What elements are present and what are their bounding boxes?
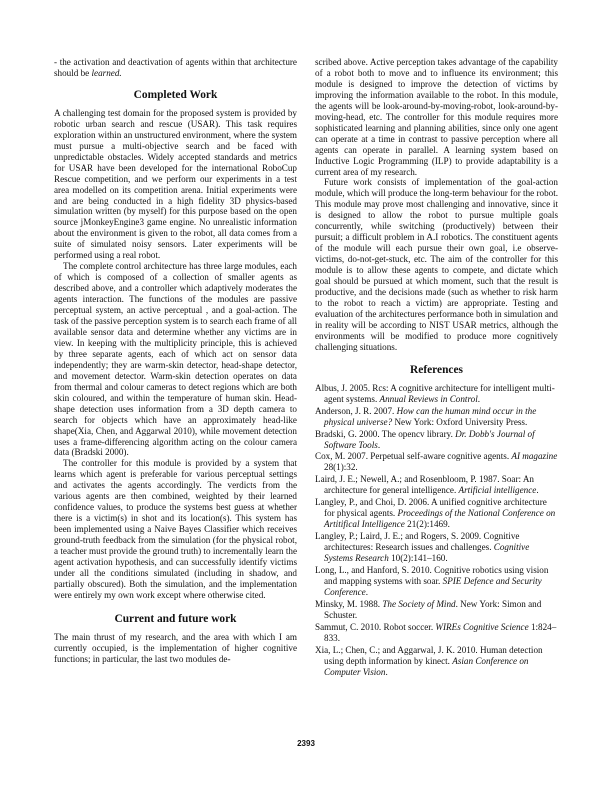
future-work-paragraph-1: The main thrust of my research, and the area with which I am currently occupied, is the implementation of higher cognitive functions; in particular, the last two modules de- <box>54 631 297 664</box>
references-list <box>315 383 558 678</box>
reference-entry: Xia, L.; Chen, C.; and Aggarwal, J. K. 2010. Human detection using depth information by kinect. Asian Conference on Computer Vision. <box>315 644 543 677</box>
completed-work-paragraph-3: The controller for this module is provided by a system that learns which agent is preferable for various perceptual settings and activates the agents accordingly. The verdicts from the various agents are then combined, weighted by their learned confidence values, to produce the systems best guess at whether there is a victim(s) in shot and its location(s). This system has been implemented using a Naive Bayes Classifier which receives ground-truth feedback from the simulation (for the physical robot, a teacher must provide the ground truth) to incrementally learn the agent activation hypothesis, and can successfully identify victims under all the conditions simulated (including in shadow, and partially obscured). Both the simulation, and the implementation were entirely my own work except where otherwise cited. <box>54 458 297 600</box>
reference-entry: Albus, J. 2005. Rcs: A cognitive architecture for intelligent multi-agent systems. Annual Reviews in Control. <box>315 382 555 404</box>
reference-entry: Long, L., and Hanford, S. 2010. Cognitive robotics using vision and mapping systems with soar. SPIE Defence and Security Conference. <box>315 564 549 597</box>
references-heading: References <box>410 363 463 376</box>
future-work-heading: Current and future work <box>114 612 237 625</box>
intro-paragraph <box>54 57 297 79</box>
future-work-paragraph-1-continued: scribed above. Active perception takes advantage of the capability of a robot both to move and to influence its environment; this module is designed to improve the detection of victims by improving the information available to the robot. In this module, the agents will be look-around-by-moving-robot, look-around-by-moving-head, etc. The controller for this module requires more sophisticated learning and planning abilities, since only one agent can operate at a time in contrast to passive perception where all agents can operate in parallel. A learning system based on Inductive Logic Programming (ILP) to provide adaptability is a current area of my research. <box>315 57 558 177</box>
reference-entry: Minsky, M. 1988. The Society of Mind. New York: Simon and Schuster. <box>315 598 542 620</box>
page-number: 2393 <box>297 739 315 748</box>
reference-entry: Langley, P.; Laird, J. E.; and Rogers, S. 2009. Cognitive architectures: Research issues and challenges. Cognitive Systems Research 10(2):141–160. <box>315 531 530 564</box>
reference-entry: Laird, J. E.; Newell, A.; and Rosenbloom, P. 1987. Soar: An architecture for general intelligence. Artificial intelligence. <box>315 474 539 496</box>
future-work-paragraph-2: Future work consists of implementation of the goal-action module, which will produce the long-term behaviour for the robot. This module may prove most challenging and innovative, since it is designed to allow the robot to pursue multiple goals concurrently, while switching (productively) between their pursuit; a difficult problem in A.I robotics. The constituent agents of the module will each pursue their own goal, i.e observe-victims, do-not-get-stuck, etc. The aim of the controller for this module is to allow these agents to compete, and dictate which goal should be pursued at which moment, such that the result is productive, and the decisions made (such as whether to risk harm to the robot to reach a victim) are appropriate. Testing and evaluation of the architectures performance both in simulation and in reality will be according to NIST USAR metrics, although the environments will be modified to produce more cognitively challenging situations. <box>315 177 559 352</box>
intro-emphasis: learned. <box>91 67 122 78</box>
completed-work-paragraph-1: A challenging test domain for the proposed system is provided by robotic urban search and rescue (USAR). This task requires exploration within an unstructured environment, where the system must pursue a multi-objective search and be faced with unpredictable obstacles. Widely accepted standards and metrics for USAR have been developed for the international RoboCup Rescue competition, and we perform our experiments in a test area modelled on its competition arena. Initial experiments were and are being conducted in a high fidelity 3D physics-based simulation written (by myself) for this purpose based on the open source jMonkeyEngine3 game engine. No unrealistic information about the environment is given to the robot, all data comes from a suite of simulated noisy sensors. Later experiments will be performed using a real robot. <box>54 107 297 261</box>
completed-work-paragraph-2: The complete control architecture has three large modules, each of which is composed of a collection of smaller agents as described above, and a controller which adaptively moderates the agents interaction. The functions of the modules are passive perceptual system, an active perceptual , and a goal-action. The task of the passive perception system is to search each frame of all available sensor data and determine whether any victims are in view. In keeping with the multiplicity principle, this is achieved by three separate agents, each of which act on sensor data independently; they are warm-skin detector, head-shape detector, and movement detector. Warm-skin detection operates on data from thermal and colour cameras to detect regions which are both skin coloured, and within the temperature of human skin. Head-shape detection uses information from a 3D depth camera to search for objects which have an approximately head-like shape(Xia, Chen, and Aggarwal 2010), while movement detection uses a frame-differencing algorithm acting on the colour camera data (Bradski 2000). <box>54 261 297 458</box>
intro-text: - the activation and deactivation of agents within that architecture should be <box>54 57 297 78</box>
reference-entry: Sammut, C. 2010. Robot soccer. WIREs Cognitive Science 1:824–833. <box>315 621 557 643</box>
reference-entry: Langley, P., and Choi, D. 2006. A unified cognitive architecture for physical agents. Proceedings of the National Conference on Artitifical Intelligence 21(2):1469. <box>315 497 556 530</box>
right-column <box>315 57 558 679</box>
left-column <box>54 57 297 665</box>
reference-entry: Cox, M. 2007. Perpetual self-aware cognitive agents. AI magazine 28(1):32. <box>315 451 558 473</box>
reference-entry: Bradski, G. 2000. The opencv library. Dr. Dobb's Journal of Software Tools. <box>315 428 535 450</box>
completed-work-heading: Completed Work <box>133 88 218 101</box>
reference-entry: Anderson, J. R. 2007. How can the human mind occur in the physical universe? New York: Oxford University Press. <box>315 405 537 427</box>
